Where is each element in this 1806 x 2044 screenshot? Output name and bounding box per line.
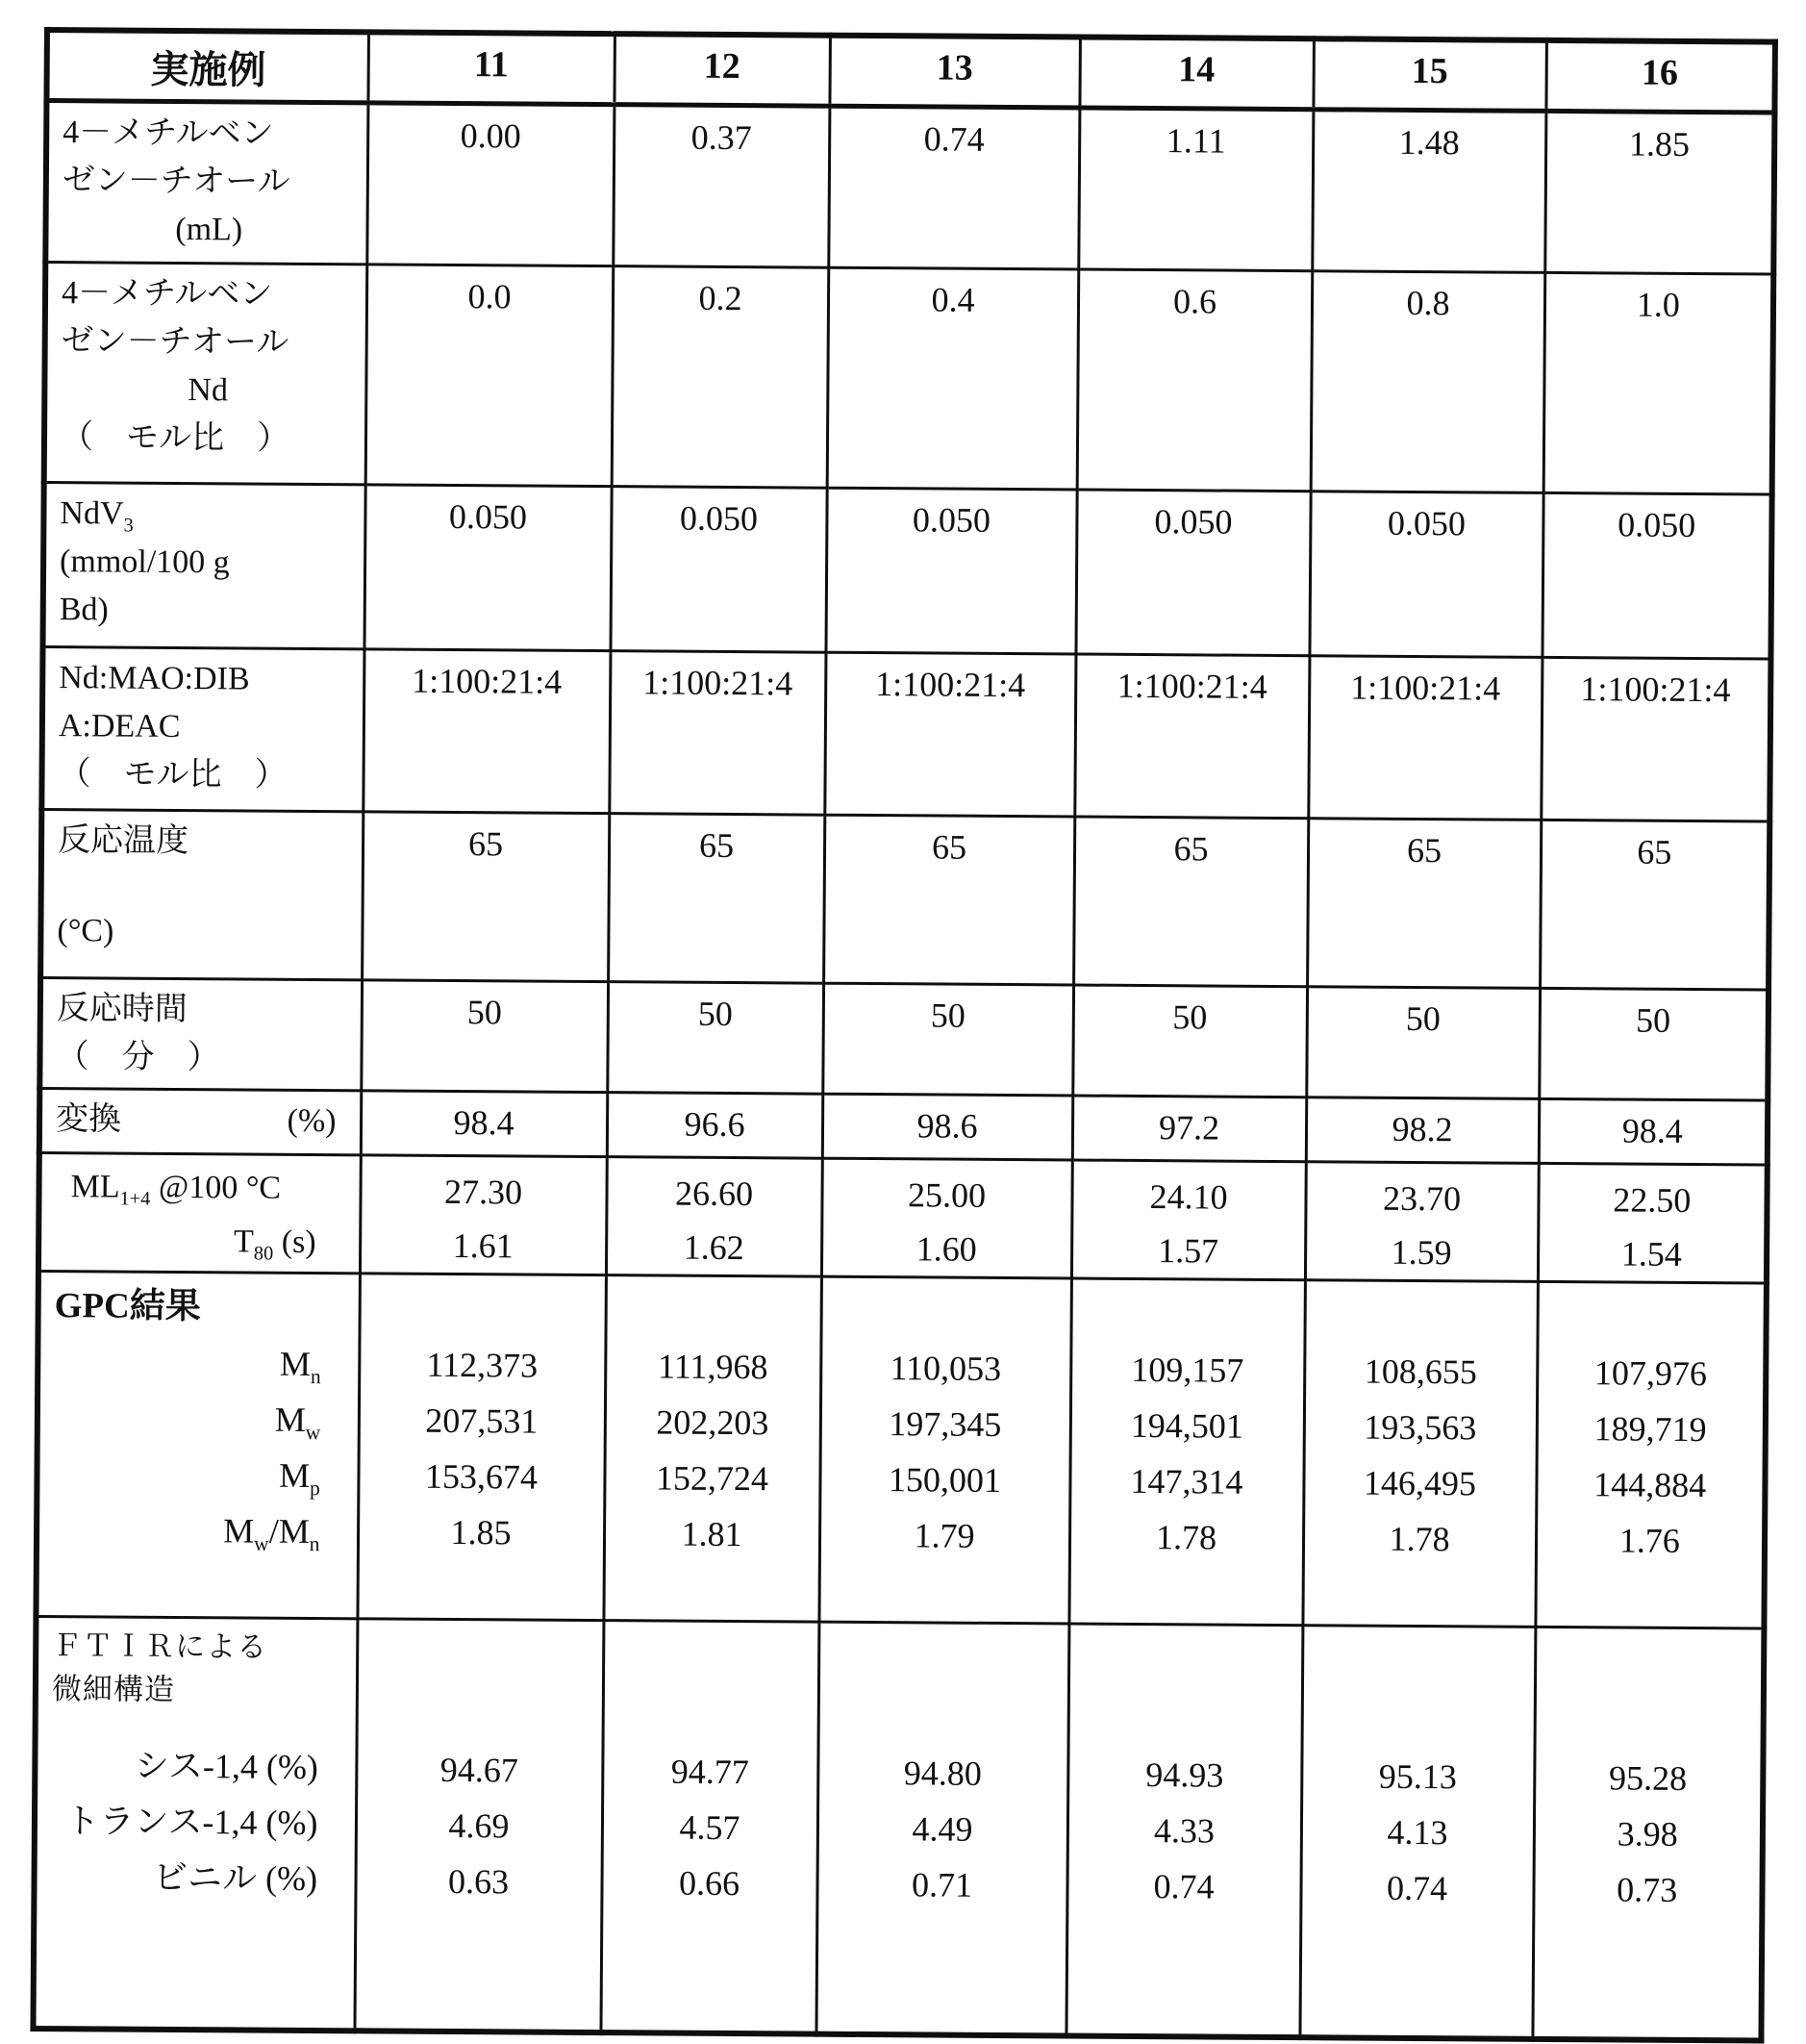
t80-label: [55, 1214, 349, 1270]
gpc-mwmn-value: 1.79: [914, 1516, 975, 1555]
experiment-results-table: [30, 27, 1778, 2044]
cell-catalyst-ratio: 1:100:21:4: [824, 652, 1075, 817]
gpc-mwmn-label: [53, 1501, 347, 1559]
vinyl-value: 0.71: [911, 1865, 973, 1905]
gpc-mw-value: 202,203: [656, 1402, 769, 1443]
cell-conversion: 98.6: [822, 1094, 1072, 1160]
gpc-mn-value: 111,968: [657, 1347, 768, 1387]
t80-value: 1.60: [916, 1229, 977, 1269]
mooney-viscosity-label: [55, 1160, 349, 1216]
gpc-mwmn-value: 1.76: [1618, 1521, 1680, 1560]
cell-mooney-t80: [606, 1157, 822, 1277]
label-line: A:DEAC: [58, 708, 181, 745]
gpc-mwmn-value: 1.78: [1389, 1519, 1450, 1559]
gpc-mw-value: 197,345: [889, 1404, 1002, 1444]
mooney-value: 26.60: [674, 1173, 754, 1214]
label-line: Nd:MAO:DIB: [59, 660, 250, 697]
cell-ftir: [600, 1621, 818, 2034]
cell-ndv3: 0.050: [1309, 492, 1543, 658]
cell-ftir: [815, 1622, 1068, 2035]
cell-thiol-nd: 0.8: [1311, 271, 1545, 493]
row-reaction-time: [39, 977, 1768, 1100]
cell-conversion: 98.4: [1539, 1098, 1768, 1165]
cell-thiol-nd: 0.0: [365, 265, 614, 487]
cell-thiol-ml: 0.00: [366, 103, 614, 266]
cell-mooney-t80: [1071, 1160, 1306, 1280]
label-line: 4－メチルベン: [61, 275, 273, 313]
gpc-mn-value: 112,373: [426, 1345, 539, 1385]
cell-reaction-temperature: 65: [823, 815, 1074, 985]
cell-mooney-t80: [360, 1155, 607, 1275]
row-label-conversion: [39, 1088, 361, 1154]
ftir-section-heading-line1: ＦＴＩＲによる: [52, 1628, 268, 1664]
gpc-mw-value: 194,501: [1130, 1405, 1244, 1446]
label-text: T: [233, 1224, 255, 1260]
gpc-mp-label: [53, 1446, 347, 1503]
mooney-value: 23.70: [1382, 1178, 1462, 1219]
gpc-mw-value: 207,531: [425, 1401, 539, 1441]
t80-value: 1.61: [452, 1225, 514, 1266]
cell-thiol-ml: 1.11: [1078, 108, 1313, 271]
row-methylbenzenethiol-ml: [45, 101, 1774, 275]
label-unit: (°C): [57, 913, 114, 949]
label-text: (s): [273, 1224, 316, 1261]
label-text: M: [279, 1344, 312, 1383]
vinyl-value: 0.63: [447, 1861, 510, 1902]
cell-gpc: [357, 1274, 606, 1621]
cell-conversion: 98.4: [361, 1091, 607, 1157]
subscript: 3: [123, 515, 134, 537]
cell-ndv3: 0.050: [1075, 490, 1310, 656]
header-row: [46, 30, 1774, 113]
vinyl-value: 0.74: [1386, 1868, 1448, 1908]
cis-14-value: 94.67: [439, 1750, 518, 1790]
cell-thiol-ml: 1.85: [1544, 111, 1774, 274]
label-text: M: [274, 1400, 306, 1439]
conversion-unit: (%): [287, 1102, 337, 1140]
gpc-mwmn-value: 1.85: [450, 1512, 512, 1552]
cis-14-value: 94.77: [670, 1752, 749, 1792]
gpc-mp-value: 146,495: [1363, 1463, 1477, 1503]
gpc-mn-value: 107,976: [1593, 1353, 1708, 1394]
row-thiol-nd-molar-ratio: [44, 263, 1774, 495]
cell-catalyst-ratio: 1:100:21:4: [1541, 657, 1770, 821]
trans-14-value: 4.13: [1387, 1812, 1448, 1853]
cell-thiol-ml: 1.48: [1312, 110, 1545, 273]
label-unit: （ 分 ）: [56, 1039, 220, 1076]
gpc-mw-label: [54, 1390, 348, 1448]
label-unit: （ モル比 ）: [58, 756, 288, 794]
label-text: @100 °C: [150, 1169, 282, 1206]
cell-gpc: [603, 1275, 821, 1623]
row-ndv3-loading: [43, 483, 1772, 660]
gpc-mn-value: 109,157: [1131, 1350, 1244, 1390]
vinyl-value: 0.73: [1617, 1870, 1678, 1909]
cis-14-value: 94.93: [1145, 1755, 1224, 1795]
cell-reaction-time: 50: [1306, 987, 1540, 1099]
label-text: ML: [70, 1169, 120, 1205]
header-col-12: 12: [614, 34, 830, 106]
subscript: n: [310, 1365, 321, 1389]
trans-14-value: 3.98: [1617, 1814, 1678, 1854]
gpc-section-heading: GPC結果: [54, 1286, 201, 1327]
row-label-gpc: [36, 1271, 359, 1618]
cell-reaction-time: 50: [607, 982, 823, 1095]
row-label-reaction-temperature: [40, 810, 363, 980]
subscript: 1+4: [119, 1188, 151, 1210]
subscript: 80: [253, 1243, 274, 1265]
cell-catalyst-ratio: 1:100:21:4: [1308, 656, 1542, 820]
gpc-mw-value: 189,719: [1593, 1409, 1707, 1450]
gpc-mwmn-value: 1.78: [1155, 1518, 1217, 1557]
cell-reaction-temperature: 65: [608, 814, 824, 984]
cell-ftir: [1066, 1624, 1302, 2037]
label-text: /M: [268, 1511, 310, 1551]
trans-14-value: 4.57: [679, 1807, 740, 1848]
cell-gpc: [1068, 1278, 1305, 1626]
cell-ndv3: 0.050: [364, 485, 611, 651]
cell-thiol-ml: 0.74: [828, 106, 1079, 269]
mooney-value: 25.00: [907, 1175, 987, 1215]
label-line: 反応温度: [57, 822, 189, 860]
row-mooney-t80: [38, 1152, 1768, 1283]
cell-reaction-temperature: 65: [1307, 819, 1541, 989]
cis-14-value: 94.80: [903, 1754, 982, 1793]
label-line: ゼン－チオール: [61, 323, 289, 361]
cell-catalyst-ratio: 1:100:21:4: [1074, 654, 1309, 819]
label-line: [56, 1096, 350, 1146]
t80-value: 1.57: [1158, 1231, 1219, 1271]
cell-reaction-temperature: 65: [362, 812, 609, 982]
header-col-13: 13: [829, 36, 1080, 108]
gpc-mp-value: 144,884: [1593, 1465, 1707, 1505]
t80-value: 1.62: [683, 1227, 744, 1268]
label-text: M: [223, 1511, 255, 1551]
cell-gpc: [1302, 1280, 1538, 1628]
cell-reaction-temperature: 65: [1073, 817, 1308, 987]
t80-value: 1.59: [1391, 1232, 1452, 1273]
label-line: Nd: [188, 372, 229, 409]
label-line: ゼン－チオール: [62, 163, 290, 200]
row-label-ndv3: [43, 483, 365, 649]
cell-catalyst-ratio: 1:100:21:4: [609, 651, 825, 816]
label-unit: （ モル比 ）: [60, 419, 290, 457]
cell-conversion: 98.2: [1306, 1098, 1539, 1164]
cell-conversion: 96.6: [607, 1093, 822, 1159]
mooney-value: 24.10: [1149, 1177, 1228, 1217]
label-unit: Bd): [59, 592, 109, 628]
trans-14-value: 4.33: [1153, 1811, 1216, 1851]
header-example-label: 実施例: [46, 30, 368, 103]
gpc-mn-label: [54, 1334, 348, 1392]
label-line: 反応時間: [56, 991, 188, 1028]
cell-reaction-time: 50: [361, 980, 608, 1093]
label-line: 4－メチルベン: [63, 114, 274, 152]
gpc-mn-value: 108,655: [1364, 1351, 1477, 1392]
row-label-catalyst: [41, 647, 364, 812]
row-label-mooney-t80: [38, 1152, 361, 1273]
label-text: M: [279, 1455, 311, 1495]
cell-ftir: [1299, 1626, 1535, 2039]
cell-thiol-nd: 0.4: [827, 267, 1079, 490]
trans-14-value: 4.49: [912, 1809, 973, 1849]
row-label-ftir: [33, 1616, 357, 2031]
header-col-14: 14: [1079, 38, 1314, 110]
row-reaction-temperature: [40, 810, 1769, 991]
vinyl-value: 0.66: [678, 1863, 740, 1904]
cis-14-value: 95.28: [1608, 1758, 1688, 1798]
ftir-section-heading-line2: 微細構造: [51, 1672, 176, 1706]
conversion-label: 変換: [55, 1101, 122, 1138]
cell-mooney-t80: [1538, 1163, 1768, 1283]
t80-value: 1.54: [1620, 1234, 1683, 1274]
cell-reaction-time: 50: [822, 983, 1073, 1096]
subscript: w: [305, 1421, 321, 1445]
gpc-mp-value: 150,001: [888, 1460, 1002, 1500]
mooney-value: 22.50: [1613, 1180, 1692, 1220]
cell-reaction-time: 50: [1072, 985, 1307, 1098]
subscript: p: [310, 1476, 320, 1501]
cell-thiol-ml: 0.37: [613, 105, 829, 268]
row-label-methylbenzenethiol-ml: [45, 101, 367, 265]
cell-ndv3: 0.050: [1542, 492, 1771, 659]
gpc-mp-value: 153,674: [424, 1456, 539, 1497]
cell-ndv3: 0.050: [825, 488, 1076, 654]
trans-14-value: 4.69: [448, 1805, 510, 1846]
cell-gpc: [818, 1276, 1070, 1624]
row-gpc-results: [36, 1271, 1766, 1628]
cis-14-value: 95.13: [1378, 1756, 1457, 1797]
cell-reaction-time: 50: [1539, 988, 1768, 1100]
row-label-thiol-nd-molar-ratio: [44, 263, 367, 485]
cell-reaction-temperature: 65: [1540, 820, 1769, 990]
cell-mooney-t80: [821, 1158, 1072, 1278]
subscript: n: [309, 1532, 320, 1556]
cell-thiol-nd: 0.2: [612, 266, 829, 489]
gpc-mp-value: 152,724: [655, 1458, 769, 1499]
row-label-reaction-time: [39, 977, 362, 1090]
mooney-value: 27.30: [443, 1172, 523, 1212]
label-unit: (mmol/100 g: [59, 543, 230, 581]
cell-thiol-nd: 1.0: [1543, 272, 1774, 494]
cis-14-label: シス-1,4 (%): [134, 1746, 319, 1787]
label-line: [60, 490, 354, 540]
cell-gpc: [1535, 1281, 1767, 1628]
subscript: w: [253, 1531, 269, 1555]
cell-thiol-nd: 0.6: [1077, 269, 1313, 492]
header-col-16: 16: [1545, 40, 1775, 113]
gpc-mn-value: 110,053: [890, 1349, 1002, 1388]
header-col-15: 15: [1313, 38, 1546, 111]
vinyl-label: ビニル (%): [152, 1857, 318, 1899]
vinyl-value: 0.74: [1153, 1867, 1215, 1906]
row-ftir-microstructure: [33, 1616, 1764, 2040]
trans-14-label: トランス-1,4 (%): [64, 1802, 318, 1843]
row-catalyst-molar-ratio: [41, 647, 1770, 822]
cell-ftir: [354, 1619, 603, 2032]
gpc-mp-value: 147,314: [1130, 1461, 1243, 1501]
cell-catalyst-ratio: 1:100:21:4: [363, 649, 610, 814]
cell-mooney-t80: [1305, 1162, 1539, 1282]
gpc-mwmn-value: 1.81: [681, 1514, 742, 1554]
label-unit: (mL): [175, 211, 243, 248]
cell-ftir: [1532, 1627, 1764, 2040]
cell-conversion: 97.2: [1072, 1096, 1306, 1162]
ndv3-formula: NdV: [60, 495, 124, 532]
table-wrapper: [30, 27, 1778, 2044]
cell-ndv3: 0.050: [610, 487, 826, 653]
gpc-mw-value: 193,563: [1364, 1407, 1477, 1448]
header-col-11: 11: [367, 32, 615, 104]
row-conversion: [39, 1088, 1768, 1165]
